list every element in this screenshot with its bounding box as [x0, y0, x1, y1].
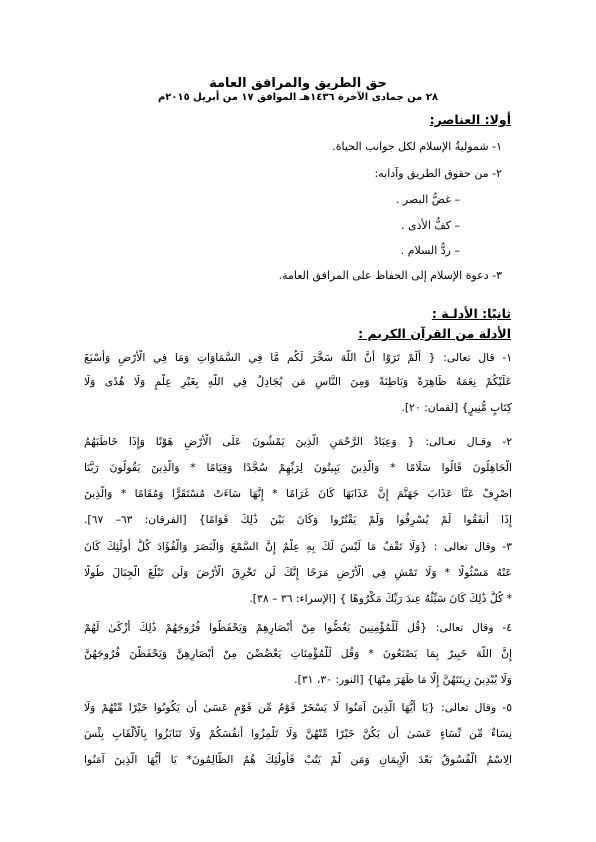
- verse-line: ٢- وقـال تعـالى: { وَعِبَادُ الرَّحْمَنِ الَّذِينَ يَمْشُونَ عَلَى الْأَرْضِ هَوْنًا وَإِذَا خَاطَبَهُمُ: [84, 435, 512, 448]
- verse-line: ٥- وقال تعالى: {يَا أَيُّهَا الَّذِينَ آمَنُوا لَا يَسْخَرْ قَوْمٌ مِّن قَوْمٍ عَسَىٰ أَن يَكُونُوا خَيْرًا مِّنْهُمْ وَلَا: [84, 701, 512, 714]
- outline-item-2: ٢- من حقوق الطريق وآدابه:: [374, 167, 502, 180]
- verse-line: إِنَّ اللَّهَ خَبِيرٌ بِمَا يَصْنَعُونَ * وَقُل لِّلْمُؤْمِنَاتِ يَغْضُضْنَ مِنْ أَبْصَارِهِنَّ وَيَحْفَظْنَ فُرُوجَهُنَّ: [84, 647, 512, 660]
- outline-item-1: ١- شموليةُ الإسلام لكل جوانب الحياة.: [332, 140, 502, 153]
- verse-line: عَلَيْكُمْ نِعَمَهُ ظَاهِرَةً وَبَاطِنَةً وَمِنَ النَّاسِ مَن يُجَادِلُ فِي اللَّهِ بِغَيْرِ عِلْمٍ وَلَا هُدًى وَلَا: [84, 375, 512, 388]
- outline-item-3: ٣- دعوة الإسلام إلى الحفاظ على المرافق العامة.: [278, 269, 502, 282]
- outline-subitem-2: – كفُّ الأذى .: [401, 219, 460, 232]
- section-2-subheading: [358, 326, 511, 341]
- verse-line: عَنْهُ مَسْئُولًا * وَلَا تَمْشِ فِي الْأَرْضِ مَرَحًا إِنَّكَ لَن تَخْرِقَ الْأَرْضَ وَلَن تَبْلُغَ الْجِبَالَ طُولًا: [84, 566, 512, 579]
- section-2-subheading-text: الأدلة من القرآن الكريم :: [358, 326, 511, 341]
- section-2-heading: [432, 306, 511, 321]
- verse-line: ٣- وقال تعالى : {وَلَا تَقْفُ مَا لَيْسَ لَكَ بِهِ عِلْمٌ إِنَّ السَّمْعَ وَالْبَصَرَ وَالْفُؤَادَ كُلُّ أُولَٰئِكَ كَانَ: [84, 540, 512, 553]
- verse-line: اصْرِفْ عَنَّا عَذَابَ جَهَنَّمَ إِنَّ عَذَابَهَا كَانَ غَرَامًا * إِنَّهَا سَاءَتْ مُسْتَقَرًّا وَمُقَامًا * وَالَّذِينَ: [84, 487, 512, 500]
- verse-line: وَلَا يُبْدِينَ زِينَتَهُنَّ إِلَّا مَا ظَهَرَ مِنْهَا} [النور: ٣٠، ٣١].: [294, 673, 512, 686]
- page-title: حق الطريق والمرافق العامة: [209, 76, 387, 91]
- outline-subitem-1: – غضُّ البصر .: [395, 193, 460, 206]
- section-1-heading: [430, 112, 511, 127]
- page-date: ٢٨ من جمادى الآخرة ١٤٣٦هـ الموافق ١٧ من أبريل ٢٠١٥م: [157, 92, 439, 103]
- verse-line: إِذَا أَنفَقُوا لَمْ يُسْرِفُوا وَلَمْ يَقْتُرُوا وَكَانَ بَيْنَ ذَٰلِكَ قَوَامًا} [الفرقان: ٦٣– ٦٧].: [84, 513, 512, 526]
- section-2-heading-rest: : الأدلـة :: [431, 306, 488, 321]
- verse-line: * كُلُّ ذَٰلِكَ كَانَ سَيِّئُهُ عِندَ رَبِّكَ مَكْرُوهًا } [الإسراء: ٣٦ – ٣٨].: [249, 592, 512, 605]
- verse-line: ٤- وقال تعالى: {قُل لِّلْمُؤْمِنِينَ يَغُضُّوا مِنْ أَبْصَارِهِمْ وَيَحْفَظُوا فُرُوجَهُمْ ذَٰلِكَ أَزْكَىٰ لَهُمْ: [84, 621, 512, 634]
- verse-line: كِتَابٍ مُّنِيرٍ} [لقمان: ٢٠].: [401, 401, 512, 414]
- verse-line: الْجَاهِلُونَ قَالُوا سَلَامًا * وَالَّذِينَ يَبِيتُونَ لِرَبِّهِمْ سُجَّدًا وَقِيَامًا * وَالَّذِينَ يَقُولُونَ رَبَّنَا: [84, 461, 512, 474]
- section-1-heading-rest: : العناصر:: [429, 112, 490, 127]
- outline-subitem-3: – ردُّ السلام .: [400, 244, 460, 257]
- verse-line: ١- قال تعالى: { أَلَمْ تَرَوْا أَنَّ اللَّهَ سَخَّرَ لَكُم مَّا فِي السَّمَاوَاتِ وَمَا فِي الْأَرْضِ وَأَسْبَغَ: [84, 351, 512, 364]
- verse-line: نِسَاءٌ مِّن نِّسَاءٍ عَسَىٰ أَن يَكُنَّ خَيْرًا مِّنْهُنَّ وَلَا تَلْمِزُوا أَنفُسَكُمْ وَلَا تَنَابَزُوا بِالْأَلْقَابِ بِئْسَ: [84, 727, 512, 740]
- verse-line: الِاسْمُ الْفُسُوقُ بَعْدَ الْإِيمَانِ وَمَن لَّمْ يَتُبْ فَأُولَٰئِكَ هُمُ الظَّالِمُونَ* يَا أَيُّهَا الَّذِينَ آمَنُوا: [84, 753, 512, 766]
- section-1-heading-num: أولا: [489, 112, 511, 127]
- section-2-heading-num: ثانيًا: [487, 306, 511, 321]
